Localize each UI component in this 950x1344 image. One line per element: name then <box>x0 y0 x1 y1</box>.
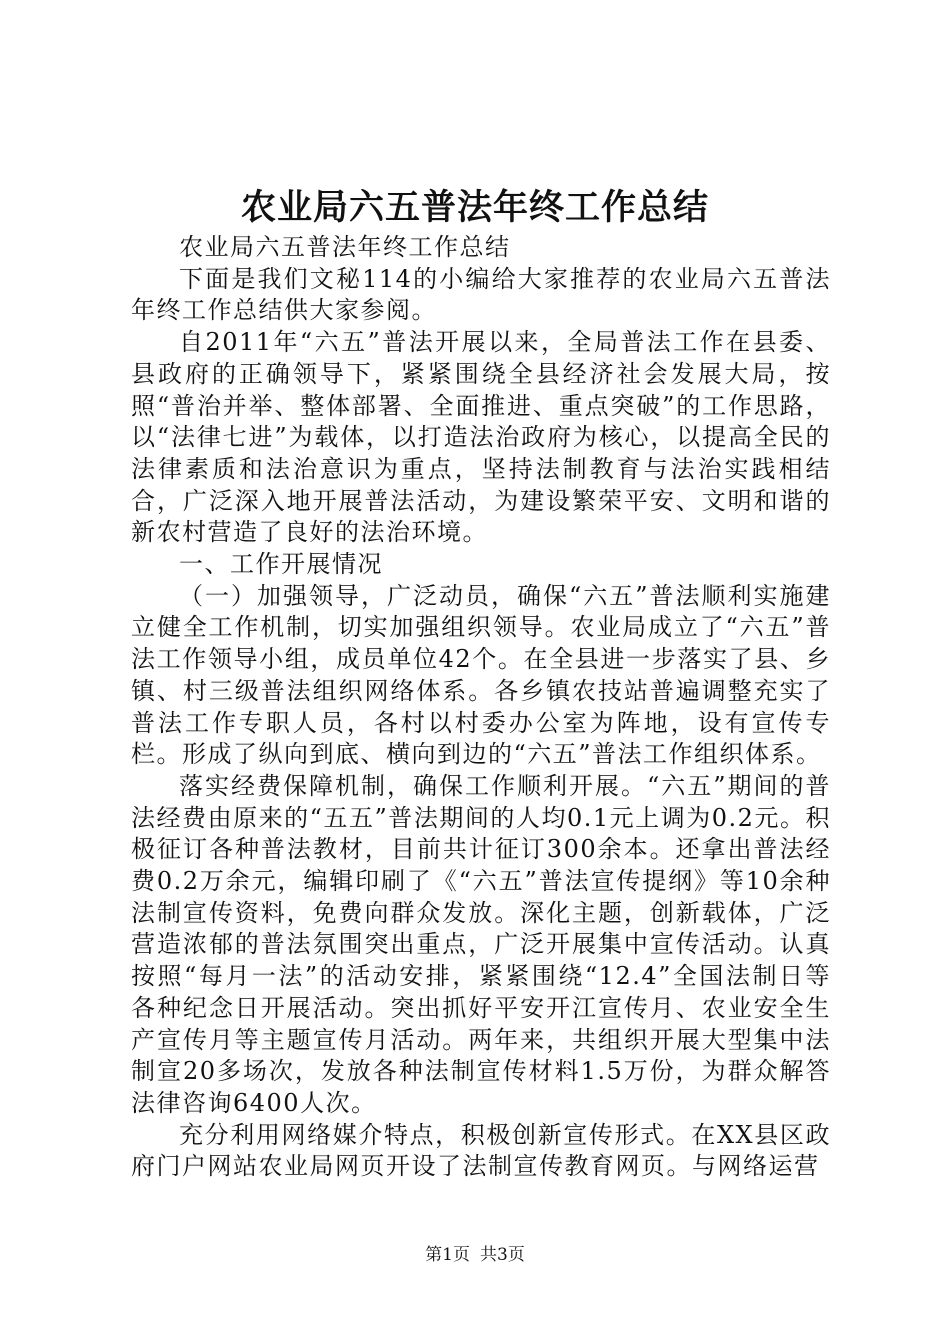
paragraph-leadership: （一）加强领导，广泛动员，确保“六五”普法顺利实施建立健全工作机制，切实加强组织领导。农业局成立了“六五”普法工作领导小组，成员单位42个。在全县进一步落实了县、乡镇、村三级普法组织网络体系。各乡镇农技站普遍调整充实了普法工作专职人员，各村以村委办公室为阵地，设有宣传专栏。形成了纵向到底、横向到边的“六五”普法工作组织体系。 <box>131 581 831 769</box>
paragraph-intro: 下面是我们文秘114的小编给大家推荐的农业局六五普法年终工作总结供大家参阅。 <box>131 264 831 325</box>
paragraph-network-media: 充分利用网络媒介特点，积极创新宣传形式。在XX县区政府门户网站农业局网页开设了法制宣传教育网页。与网络运营 <box>131 1120 831 1181</box>
document-title: 农业局六五普法年终工作总结 <box>240 187 709 228</box>
page-total: 共3页 <box>480 1245 525 1265</box>
paragraph-funding: 落实经费保障机制，确保工作顺利开展。“六五”期间的普法经费由原来的“五五”普法期间的人均0.1元上调为0.2元。积极征订各种普法教材，目前共计征订300余本。还拿出普法经费0.2万余元，编辑印刷了《“六五”普法宣传提纲》等10余种法制宣传资料，免费向群众发放。深化主题，创新载体，广泛营造浓郁的普法氛围突出重点，广泛开展集中宣传活动。认真按照“每月一法”的活动安排，紧紧围绕“12.4”全国法制日等各种纪念日开展活动。突出抓好平安开江宣传月、农业安全生产宣传月等主题宣传月活动。两年来，共组织开展大型集中法制宣20多场次，发放各种法制宣传材料1.5万份，为群众解答法律咨询6400人次。 <box>131 771 831 1117</box>
page-footer <box>0 1244 950 1266</box>
paragraph-overview: 自2011年“六五”普法开展以来，全局普法工作在县委、县政府的正确领导下，紧紧围绕全县经济社会发展大局，按照“普治并举、整体部署、全面推进、重点突破”的工作思路，以“法律七进”为载体，以打造法治政府为核心，以提高全民的法律素质和法治意识为重点，坚持法制教育与法治实践相结合，广泛深入地开展普法活动，为建设繁荣平安、文明和谐的新农村营造了良好的法治环境。 <box>131 328 831 547</box>
paragraph-subtitle: 农业局六五普法年终工作总结 <box>179 233 511 261</box>
page-number: 第1页 <box>425 1245 470 1265</box>
section-heading: 一、工作开展情况 <box>179 550 383 579</box>
document-body <box>131 232 831 1183</box>
